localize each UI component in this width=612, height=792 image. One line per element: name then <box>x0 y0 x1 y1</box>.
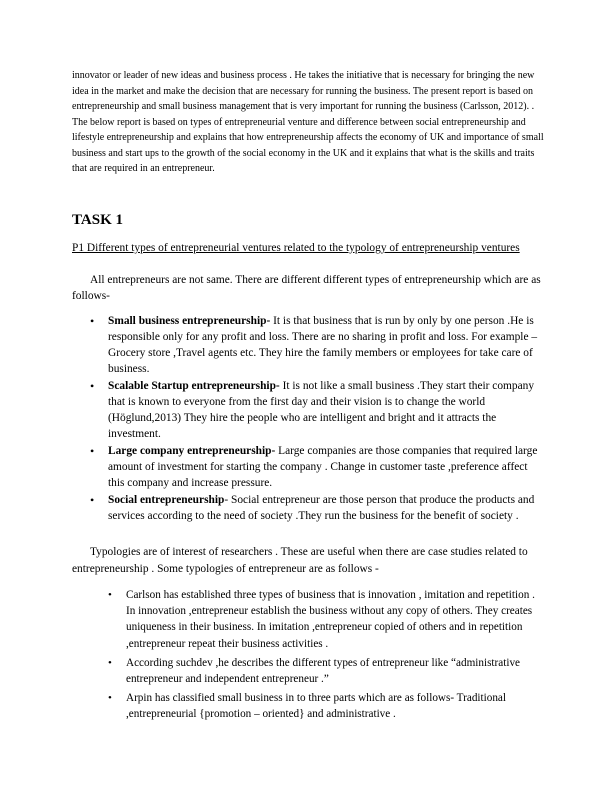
list-item-term: Small business entrepreneurship- <box>108 315 271 327</box>
list-item-text: It is that business that is run by only by one person .He is responsible only for any profit and loss. There are no sharing in profit and loss. For example – Grocery store ,Travel agents etc. They hire the family members or employees for take care of business. <box>108 315 538 375</box>
list-item-term: Large company entrepreneurship- <box>108 445 276 457</box>
list-item-text: It is not like a small business .They start their company that is known to everyone from the first day and their vision is to change the world (Höglund,2013) They hire the people who are intelligent and bright and it attracts the investment. <box>108 380 535 440</box>
list-item <box>90 492 545 524</box>
list-item <box>90 443 545 491</box>
list-item: • Arpin has classified small business in to three parts which are as follows- Traditional ,entrepreneurial {promotion – oriented} and administrative . <box>108 690 544 722</box>
entrepreneurship-types-list <box>90 313 545 525</box>
list-item: • Carlson has established three types of business that is innovation , imitation and repetition . In innovation ,entrepreneur establish the business without any copy of others. They creates uniqueness in their business. In imitation ,entrepreneur copied of others and in repetition ,entrepreneur repeat their business activities . <box>108 587 544 652</box>
list-item-term: Social entrepreneurship <box>108 494 225 506</box>
section-intro-paragraph: All entrepreneurs are not same. There are different different types of entrepreneurship which are as follows- <box>72 274 541 302</box>
list-item-text: Large companies are those companies that required large amount of investment for starting the company . Change in customer taste ,preference affect this company and increase pressure. <box>108 445 538 489</box>
list-item: • According suchdev ,he describes the different types of entrepreneur like “administrative entrepreneur and independent entrepreneur .” <box>108 655 544 687</box>
list-item-text: - Social entrepreneur are those person that produce the products and services according to the need of society .They run the business for the benefit of society . <box>108 494 535 522</box>
intro-paragraph: innovator or leader of new ideas and business process . He takes the initiative that is necessary for bringing the new idea in the market and make the decision that are necessary for running the business. The present report is based on entrepreneurship and small business management that is very important for running the business (Carlsson, 2012). . The below report is based on types of entrepreneurial venture and difference between social entrepreneurship and lifestyle entrepreneurship and explains that how entrepreneurship affects the economy of UK and importance of small business and start ups to the growth of the social economy in the UK and it explains that what is the skills and traits that are required in an entrepreneur. <box>72 70 544 174</box>
task-heading: TASK 1 <box>72 212 123 228</box>
list-item <box>90 313 545 377</box>
list-item-term: Scalable Startup entrepreneurship- <box>108 380 280 392</box>
list-item <box>90 378 545 442</box>
section-heading: P1 Different types of entrepreneurial ventures related to the typology of entrepreneurship ventures <box>72 242 520 254</box>
typology-intro-paragraph: Typologies are of interest of researchers . These are useful when there are case studies related to entrepreneurship . Some typologies of entrepreneur are as follows - <box>72 546 528 575</box>
typologies-list <box>108 587 544 726</box>
